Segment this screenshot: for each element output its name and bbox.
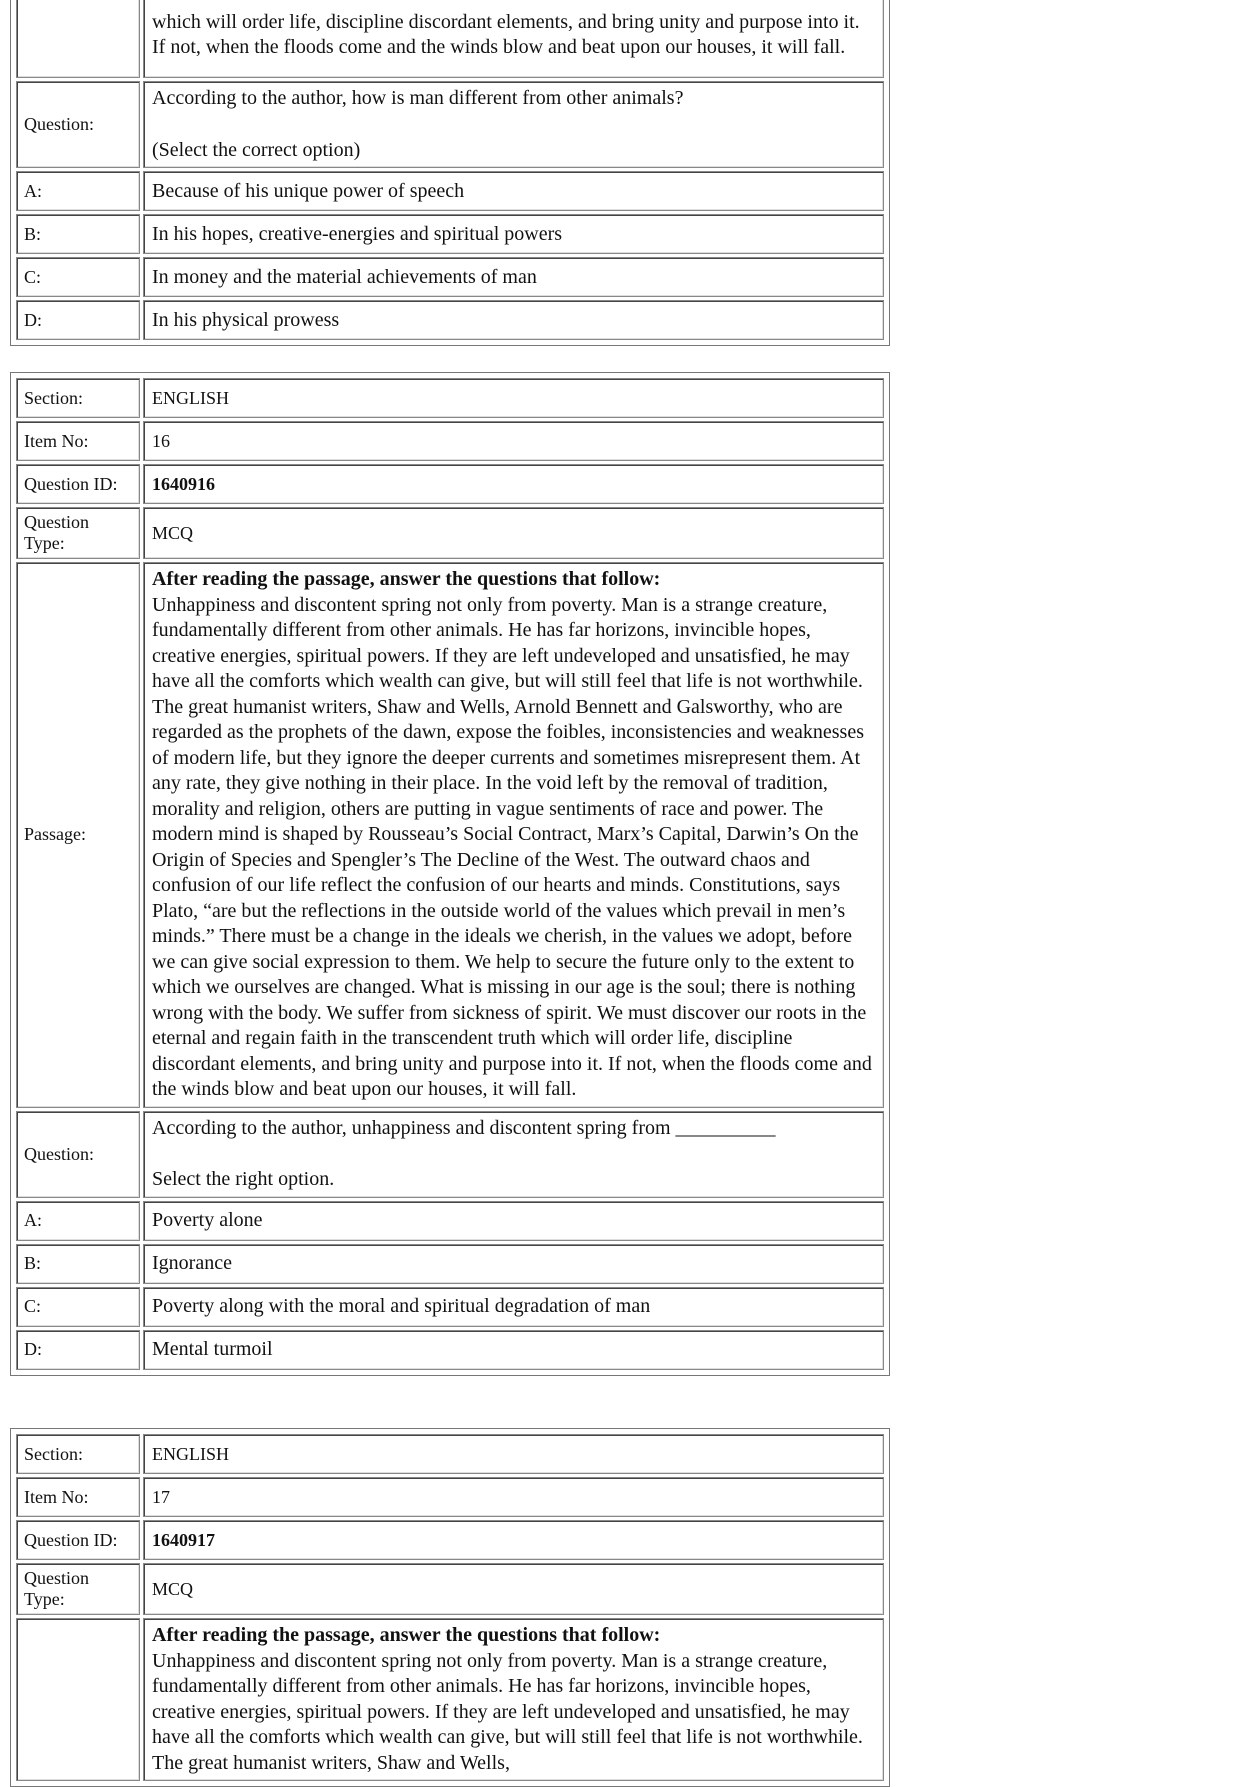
passage-row	[16, 562, 884, 1108]
item-no-value: 16	[143, 421, 884, 461]
option-c-label: C:	[16, 1287, 140, 1327]
option-b-text: In his hopes, creative-energies and spiritual powers	[143, 214, 884, 254]
option-row-c	[16, 1287, 884, 1327]
option-row-b	[16, 1244, 884, 1284]
section-value: ENGLISH	[143, 378, 884, 418]
option-b-text: Ignorance	[143, 1244, 884, 1284]
question-table	[13, 0, 887, 343]
passage-row	[16, 0, 884, 78]
option-row-a	[16, 1201, 884, 1241]
item-no-label: Item No:	[16, 1477, 140, 1517]
passage-text: Unhappiness and discontent spring not only from poverty. Man is a strange creature, fundamentally different from other animals. He has far horizons, invincible hopes, creative energies, spiritual powers. If they are left undeveloped and unsatisfied, he may have all the comforts which wealth can give, but will still feel that life is not worthwhile. The great humanist writers, Shaw and Wells,	[152, 1649, 863, 1774]
option-d-label: D:	[16, 300, 140, 340]
question-block-17	[10, 1428, 890, 1787]
option-c-text: Poverty along with the moral and spiritual degradation of man	[143, 1287, 884, 1327]
question-text	[143, 1111, 884, 1198]
section-row	[16, 1434, 884, 1474]
question-text	[143, 81, 884, 168]
section-row	[16, 378, 884, 418]
passage-heading: After reading the passage, answer the questions that follow:	[152, 568, 661, 590]
option-a-label: A:	[16, 171, 140, 211]
question-block-16	[10, 372, 890, 1376]
option-row-b	[16, 214, 884, 254]
item-no-row	[16, 421, 884, 461]
option-d-label: D:	[16, 1330, 140, 1370]
question-row	[16, 81, 884, 168]
question-block-15	[10, 0, 890, 346]
question-label: Question:	[16, 81, 140, 168]
question-table	[13, 375, 887, 1373]
question-label: Question:	[16, 1111, 140, 1198]
option-c-text: In money and the material achievements of man	[143, 257, 884, 297]
passage-label	[16, 0, 140, 78]
option-c-label: C:	[16, 257, 140, 297]
question-id-value: 1640917	[143, 1520, 884, 1560]
question-id-label: Question ID:	[16, 464, 140, 504]
passage-text: Unhappiness and discontent spring not only from poverty. Man is a strange creature, fundamentally different from other animals. He has far horizons, invincible hopes, creative energies, spiritual powers. If they are left undeveloped and unsatisfied, he may have all the comforts which wealth can give, but will still feel that life is not worthwhile. The great humanist writers, Shaw and Wells, Arnold Bennett and Galsworthy, who are regarded as the prophets of the dawn, expose the foibles, inconsistencies and weaknesses of modern life, but they ignore the deeper currents and sometimes misrepresent them. At any rate, they give nothing in their place. In the void left by the removal of tradition, morality and religion, others are putting in vague sentiments of race and power. The modern mind is shaped by Rousseau’s Social Contract, Marx’s Capital, Darwin’s On the Origin of Species and Spengler’s The Decline of the West. The outward chaos and confusion of our life reflect the confusion of our hearts and minds. Constitutions, says Plato, “are but the reflections in the outside world of the values which prevail in men’s minds.” There must be a change in the ideals we cherish, in the values we adopt, before we can give social expression to them. We help to secure the future only to the extent to which we ourselves are changed. What is missing in our age is the soul; there is nothing wrong with the body. We suffer from sickness of spirit. We must discover our roots in the eternal and regain faith in the transcendent truth which will order life, discipline discordant elements, and bring unity and purpose into it. If not, when the floods come and the winds blow and beat upon our houses, it will fall.	[152, 593, 872, 1100]
option-row-a	[16, 171, 884, 211]
section-label: Section:	[16, 378, 140, 418]
option-a-text: Because of his unique power of speech	[143, 171, 884, 211]
passage-cell	[143, 1618, 884, 1781]
question-line-1: According to the author, unhappiness and discontent spring from __________	[152, 1116, 776, 1139]
section-value: ENGLISH	[143, 1434, 884, 1474]
question-id-row	[16, 1520, 884, 1560]
option-d-text: Mental turmoil	[143, 1330, 884, 1370]
item-no-value: 17	[143, 1477, 884, 1517]
passage-label: Passage:	[16, 562, 140, 1108]
passage-cell	[143, 562, 884, 1108]
passage-heading: After reading the passage, answer the questions that follow:	[152, 1624, 661, 1646]
question-id-value: 1640916	[143, 464, 884, 504]
option-row-c	[16, 257, 884, 297]
option-row-d	[16, 300, 884, 340]
question-line-1: According to the author, how is man different from other animals?	[152, 87, 684, 109]
passage-label	[16, 1618, 140, 1781]
question-type-label: Question Type:	[16, 507, 140, 559]
question-type-value: MCQ	[143, 507, 884, 559]
passage-row	[16, 1618, 884, 1781]
question-type-label: Question Type:	[16, 1563, 140, 1615]
option-b-label: B:	[16, 214, 140, 254]
option-b-label: B:	[16, 1244, 140, 1284]
question-line-2: (Select the correct option)	[152, 138, 361, 161]
question-id-label: Question ID:	[16, 1520, 140, 1560]
option-row-d	[16, 1330, 884, 1370]
option-d-text: In his physical prowess	[143, 300, 884, 340]
option-a-text: Poverty alone	[143, 1201, 884, 1241]
question-type-row	[16, 1563, 884, 1615]
section-label: Section:	[16, 1434, 140, 1474]
question-type-row	[16, 507, 884, 559]
item-no-row	[16, 1477, 884, 1517]
item-no-label: Item No:	[16, 421, 140, 461]
question-line-2: Select the right option.	[152, 1168, 335, 1190]
question-id-row	[16, 464, 884, 504]
question-row	[16, 1111, 884, 1198]
option-a-label: A:	[16, 1201, 140, 1241]
question-type-value: MCQ	[143, 1563, 884, 1615]
passage-tail: which will order life, discipline discordant elements, and bring unity and purpose into it. If not, when the floods come and the winds blow and beat upon our houses, it will fall.	[143, 0, 884, 78]
question-table	[13, 1431, 887, 1784]
